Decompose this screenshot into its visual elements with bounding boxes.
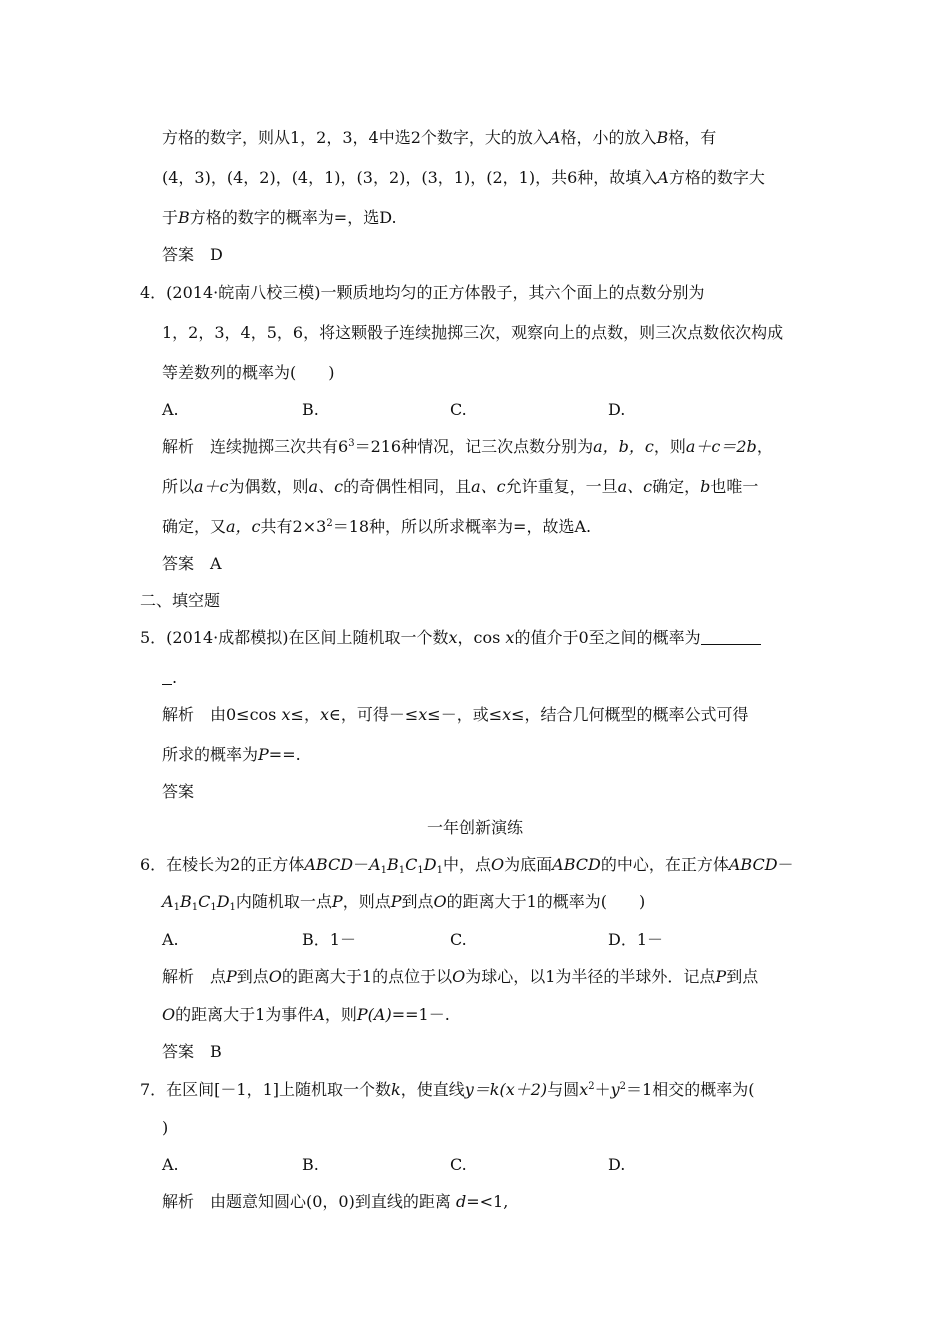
q4-solution-line3 (162, 517, 591, 537)
var: P (390, 892, 402, 911)
option-c: C. (450, 1155, 467, 1174)
var: a、c (617, 477, 653, 496)
option-a: A. (162, 930, 179, 949)
var: B (656, 128, 669, 147)
var: y＝k(x＋2) (464, 1080, 548, 1099)
text: ， (756, 437, 773, 456)
var: x (502, 705, 512, 724)
option-c: C. (450, 400, 467, 419)
text: 解析 连续抛掷三次共有6 (162, 437, 349, 456)
answer-blank (701, 628, 761, 645)
q3-answer: 答案 D (162, 245, 223, 264)
text: . (172, 668, 178, 687)
text: ==1－. (391, 1005, 450, 1024)
var: a、c (471, 477, 506, 496)
var: D (423, 855, 437, 874)
text: 的距离大于1的概率为( ) (446, 892, 646, 911)
var: y (610, 1080, 620, 1099)
q5-solution-line2 (162, 745, 301, 765)
var: B (178, 208, 190, 227)
exp: 3 (348, 438, 355, 449)
text: ≤－，或≤ (427, 705, 503, 724)
text: 方格的数字大 (668, 168, 765, 187)
text: 允许重复，一旦 (505, 477, 618, 496)
text: － (777, 855, 794, 874)
text: 与圆 (547, 1080, 580, 1099)
var: a＋c (194, 477, 229, 496)
text: 格，小的放入 (560, 128, 657, 147)
var: x (448, 628, 458, 647)
text: 到点 (401, 892, 434, 911)
var: b (700, 477, 711, 496)
text: ＝18种，所以所求概率为=，故选A. (332, 517, 592, 536)
q4-solution-line2 (162, 477, 758, 497)
text: ，使直线 (400, 1080, 465, 1099)
text: 为底面 (504, 855, 553, 874)
text: 格，有 (668, 128, 717, 147)
text: 5．(2014·成都模拟)在区间上随机取一个数 (140, 628, 449, 647)
var: A (313, 1005, 325, 1024)
q3-solution-line3 (162, 208, 397, 228)
text: 方格的数字，则从1，2，3，4中选2个数字，大的放入 (162, 128, 549, 147)
var: ABCD (728, 855, 778, 874)
var: ABCD (304, 855, 354, 874)
var: O (162, 1005, 176, 1024)
var: C (405, 855, 418, 874)
text: 内随机取一点 (235, 892, 332, 911)
sub: 1 (436, 865, 443, 876)
answer-blank-cont (162, 668, 172, 685)
q4-solution-line1 (162, 437, 773, 457)
var: d (455, 1192, 467, 1211)
text: ，则 (653, 437, 686, 456)
option-a: A. (162, 400, 179, 419)
var: a、c (308, 477, 344, 496)
var: x (505, 628, 515, 647)
text: ≤，结合几何概型的概率公式可得 (511, 705, 749, 724)
q6-solution-line2 (162, 1005, 450, 1025)
text: 的值介于0至之间的概率为 (514, 628, 701, 647)
q3-solution-line2 (162, 168, 765, 188)
q5-stem-line1 (140, 628, 761, 648)
var: a＋c＝2b (685, 437, 757, 456)
text: 确定，又 (162, 517, 227, 536)
sub: 1 (173, 902, 180, 913)
option-b: B. (302, 400, 319, 419)
var: O (433, 892, 447, 911)
text: ＝216种情况，记三次点数分别为 (354, 437, 594, 456)
text: 解析 由0≤cos (162, 705, 277, 724)
text: ∈，可得－≤ (328, 705, 419, 724)
text: 解析 由题意知圆心(0，0)到直线的距离 (162, 1192, 451, 1211)
text: 6．在棱长为2的正方体 (140, 855, 305, 874)
q5-stem-line2 (162, 668, 177, 688)
text: 所求的概率为 (162, 745, 259, 764)
q6-answer: 答案 B (162, 1042, 222, 1061)
text: 为球心，以1为半径的半球外．记点 (465, 967, 716, 986)
var: k (391, 1080, 401, 1099)
text: =<1, (466, 1192, 509, 1211)
q7-stem-line1 (140, 1080, 754, 1100)
sub: 1 (191, 902, 199, 913)
option-d: D. (608, 400, 626, 419)
text: 的距离大于1为事件 (175, 1005, 314, 1024)
text: 于 (162, 208, 179, 227)
q4-stem-line2: 1，2，3，4，5，6，将这颗骰子连续抛掷三次，观察向上的点数，则三次点数依次构成 (162, 323, 784, 342)
sub: 1 (210, 902, 217, 913)
var: a，c (226, 517, 261, 536)
var: x (418, 705, 428, 724)
q3-solution-line1 (162, 128, 716, 148)
var: B (387, 855, 399, 874)
q4-stem-line1: 4．(2014·皖南八校三模)一颗质地均匀的正方体骰子，其六个面上的点数分别为 (140, 283, 705, 302)
q7-stem-line2: ) (162, 1118, 169, 1137)
text: ＝1相交的概率为( (626, 1080, 755, 1099)
var: x (579, 1080, 589, 1099)
section-heading-innovation: 一年创新演练 (426, 818, 523, 837)
option-a: A. (162, 1155, 179, 1174)
option-d: D．1－ (608, 930, 664, 949)
text: 的奇偶性相同，且 (343, 477, 472, 496)
text: ，则 (324, 1005, 357, 1024)
q5-answer: 答案 (162, 782, 195, 801)
text: ≤， (290, 705, 320, 724)
sub: 1 (380, 865, 388, 876)
var: O (268, 967, 282, 986)
text: 中，点 (442, 855, 491, 874)
var: P (715, 967, 727, 986)
text: ，则点 (342, 892, 391, 911)
q6-stem-line2 (162, 892, 645, 912)
sub: 1 (417, 865, 424, 876)
var: A (657, 168, 669, 187)
exp: 2 (326, 518, 333, 529)
var: O (491, 855, 505, 874)
var: D (216, 892, 230, 911)
text: ，cos (457, 628, 501, 647)
q6-stem-line1 (140, 855, 794, 875)
text: 共有2×3 (260, 517, 327, 536)
exp: 2 (619, 1081, 627, 1092)
sub: 1 (229, 902, 236, 913)
option-d: D. (608, 1155, 626, 1174)
sub: 1 (398, 865, 406, 876)
text: ＋ (594, 1080, 611, 1099)
text: 确定， (652, 477, 701, 496)
exp: 2 (588, 1081, 595, 1092)
text: 的距离大于1的点位于以 (281, 967, 453, 986)
q6-solution-line1 (162, 967, 758, 987)
q5-solution-line1 (162, 705, 749, 725)
text: 为偶数，则 (228, 477, 309, 496)
var: ABCD (552, 855, 601, 874)
text: 到点 (236, 967, 269, 986)
var: O (452, 967, 466, 986)
text: 7．在区间[－1，1]上随机取一个数 (140, 1080, 392, 1099)
text: 所以 (162, 477, 195, 496)
text: 也唯一 (710, 477, 759, 496)
text: 解析 点 (162, 967, 227, 986)
q4-answer: 答案 A (162, 554, 222, 573)
text: 到点 (726, 967, 759, 986)
var: A (548, 128, 561, 147)
var: P (331, 892, 343, 911)
var: a，b，c (593, 437, 654, 456)
q4-stem-line3: 等差数列的概率为( ) (162, 363, 335, 382)
text: ==. (268, 745, 301, 764)
var: P(A) (356, 1005, 392, 1024)
var: A (369, 855, 381, 874)
option-c: C. (450, 930, 467, 949)
text: 的中心，在正方体 (600, 855, 729, 874)
var: x (281, 705, 291, 724)
text: 方格的数字的概率为=，选D. (189, 208, 397, 227)
q7-solution-line1 (162, 1192, 508, 1212)
var: P (258, 745, 269, 764)
text: (4，3)，(4，2)，(4，1)，(3，2)，(3，1)，(2，1)，共6种，故填入 (162, 168, 658, 187)
var: P (226, 967, 237, 986)
text: － (353, 855, 370, 874)
var: A (162, 892, 174, 911)
section-heading-fill-in: 二、填空题 (140, 591, 221, 610)
var: B (179, 892, 192, 911)
var: C (198, 892, 211, 911)
option-b: B．1－ (302, 930, 356, 949)
option-b: B. (302, 1155, 319, 1174)
var: x (319, 705, 329, 724)
